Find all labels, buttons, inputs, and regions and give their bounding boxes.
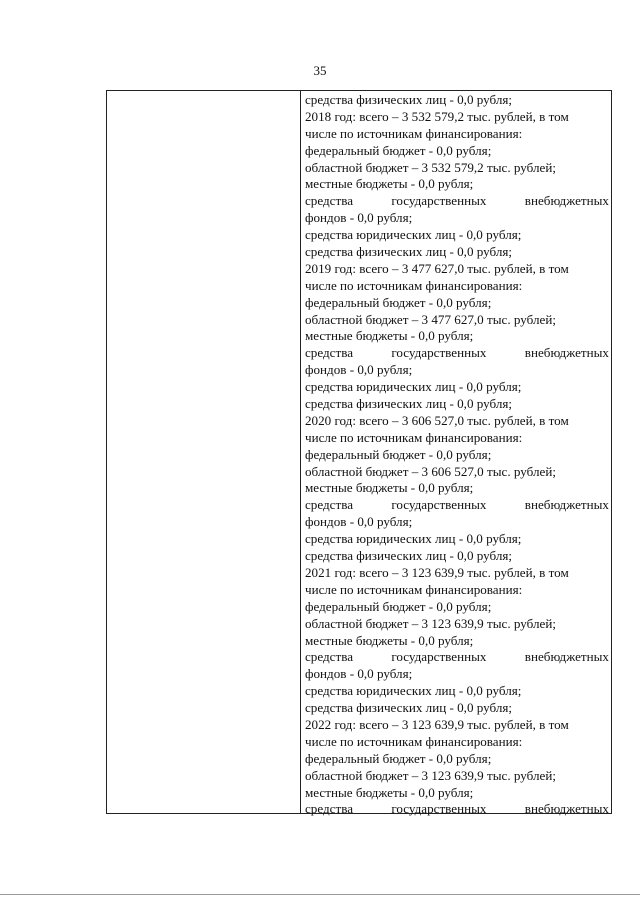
text-line: местные бюджеты - 0,0 рубля; xyxy=(305,784,474,800)
text-line: числе по источникам финансирования: xyxy=(305,277,523,293)
text-word: внебюджетных xyxy=(524,345,609,361)
text-line: фондов - 0,0 рубля; xyxy=(305,210,413,226)
text-line: 2019 год: всего – 3 477 627,0 тыс. рублей, в том xyxy=(305,260,569,276)
text-line: средства юридических лиц - 0,0 рубля; xyxy=(305,227,522,243)
text-line xyxy=(305,649,609,666)
text-line: средства юридических лиц - 0,0 рубля; xyxy=(305,683,522,699)
text-line: местные бюджеты - 0,0 рубля; xyxy=(305,632,474,648)
text-line: средства физических лиц - 0,0 рубля; xyxy=(305,548,513,564)
text-line: 2022 год: всего – 3 123 639,9 тыс. рублей, в том xyxy=(305,716,569,732)
text-line: местные бюджеты - 0,0 рубля; xyxy=(305,176,474,192)
text-line: областной бюджет – 3 532 579,2 тыс. рублей; xyxy=(305,159,556,175)
text-word: средства xyxy=(305,801,354,817)
text-word: средства xyxy=(305,345,354,361)
text-line: областной бюджет – 3 477 627,0 тыс. рублей; xyxy=(305,311,556,327)
text-line: средства юридических лиц - 0,0 рубля; xyxy=(305,379,522,395)
text-line: местные бюджеты - 0,0 рубля; xyxy=(305,328,474,344)
text-line: фондов - 0,0 рубля; xyxy=(305,514,413,530)
column-divider xyxy=(300,91,301,813)
text-line: 2020 год: всего – 3 606 527,0 тыс. рублей, в том xyxy=(305,412,569,428)
text-line: средства физических лиц - 0,0 рубля; xyxy=(305,244,513,260)
text-line: фондов - 0,0 рубля; xyxy=(305,666,413,682)
text-line xyxy=(305,345,609,362)
text-word: государственных xyxy=(391,801,487,817)
text-line: числе по источникам финансирования: xyxy=(305,429,523,445)
text-line: федеральный бюджет - 0,0 рубля; xyxy=(305,598,492,614)
text-line: федеральный бюджет - 0,0 рубля; xyxy=(305,750,492,766)
funding-table xyxy=(106,90,612,817)
text-line: фондов - 0,0 рубля; xyxy=(305,362,413,378)
text-line: средства юридических лиц - 0,0 рубля; xyxy=(305,531,522,547)
text-word: государственных xyxy=(391,649,487,665)
text-word: внебюджетных xyxy=(524,193,609,209)
text-line: числе по источникам финансирования: xyxy=(305,125,523,141)
text-line xyxy=(305,497,609,514)
text-line: областной бюджет – 3 123 639,9 тыс. рублей; xyxy=(305,615,556,631)
text-line: числе по источникам финансирования: xyxy=(305,581,523,597)
text-line: числе по источникам финансирования: xyxy=(305,733,523,749)
text-line: средства физических лиц - 0,0 рубля; xyxy=(305,700,513,716)
text-word: средства xyxy=(305,497,354,513)
text-line: 2018 год: всего – 3 532 579,2 тыс. рублей, в том xyxy=(305,108,569,124)
text-line: федеральный бюджет - 0,0 рубля; xyxy=(305,142,492,158)
page-bottom-rule xyxy=(0,894,640,895)
text-line: областной бюджет – 3 606 527,0 тыс. рублей; xyxy=(305,463,556,479)
text-line: местные бюджеты - 0,0 рубля; xyxy=(305,480,474,496)
page-number: 35 xyxy=(313,63,327,78)
text-word: внебюджетных xyxy=(524,801,609,817)
text-word: средства xyxy=(305,193,354,209)
text-line: 2021 год: всего – 3 123 639,9 тыс. рублей, в том xyxy=(305,564,569,580)
text-line: средства физических лиц - 0,0 рубля; xyxy=(305,396,513,412)
text-line: областной бюджет – 3 123 639,9 тыс. рублей; xyxy=(305,767,556,783)
text-line xyxy=(305,801,609,818)
text-line: федеральный бюджет - 0,0 рубля; xyxy=(305,294,492,310)
text-word: государственных xyxy=(391,345,487,361)
text-line xyxy=(305,193,609,210)
text-word: государственных xyxy=(391,193,487,209)
text-word: средства xyxy=(305,649,354,665)
text-word: государственных xyxy=(391,497,487,513)
text-word: внебюджетных xyxy=(524,497,609,513)
funding-text-cell xyxy=(305,92,609,818)
text-line: федеральный бюджет - 0,0 рубля; xyxy=(305,446,492,462)
text-line: средства физических лиц - 0,0 рубля; xyxy=(305,92,513,107)
text-word: внебюджетных xyxy=(524,649,609,665)
